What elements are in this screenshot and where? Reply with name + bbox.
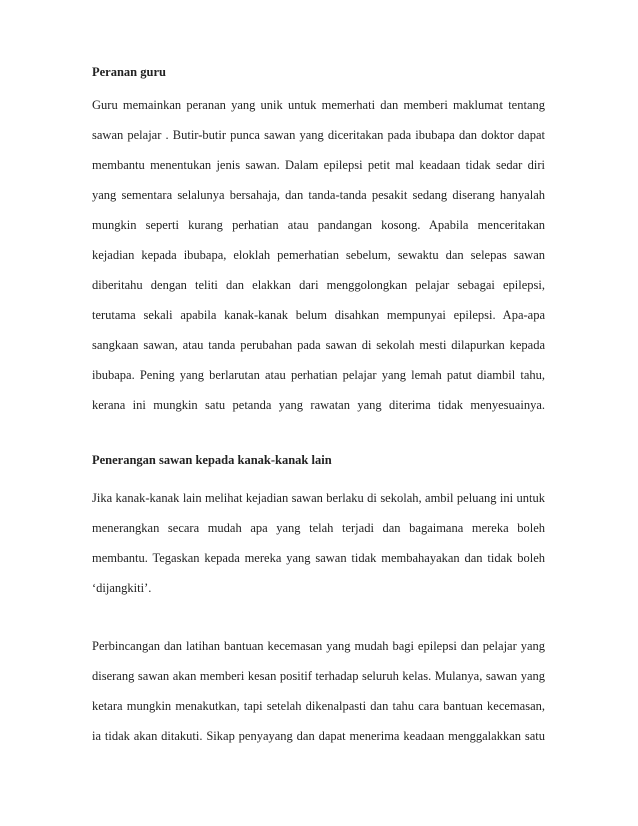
paragraph-line: ketara mungkin menakutkan, tapi setelah dikenalpasti dan tahu cara bantuan kecemasan, <box>92 699 545 713</box>
paragraph-line: mungkin seperti kurang perhatian atau pandangan kosong. Apabila menceritakan <box>92 218 545 232</box>
paragraph-line: Perbincangan dan latihan bantuan kecemasan yang mudah bagi epilepsi dan pelajar yang <box>92 639 545 653</box>
paragraph-line: sangkaan sawan, atau tanda perubahan pada sawan di sekolah mesti dilapurkan kepada <box>92 338 545 352</box>
paragraph-line: ibubapa. Pening yang berlarutan atau perhatian pelajar yang lemah patut diambil tahu, <box>92 368 545 382</box>
paragraph-line: sawan pelajar . Butir-butir punca sawan yang diceritakan pada ibubapa dan doktor dapat <box>92 128 545 142</box>
paragraph-line: terutama sekali apabila kanak-kanak belum disahkan mempunyai epilepsi. Apa-apa <box>92 308 545 322</box>
paragraph-line: diberitahu dengan teliti dan elakkan dari menggolongkan pelajar sebagai epilepsi, <box>92 278 545 292</box>
paragraph-line: yang sementara selalunya bersahaja, dan tanda-tanda pesakit sedang diserang hanyalah <box>92 188 545 202</box>
section-peranan-guru <box>92 62 545 82</box>
paragraph-line: ia tidak akan ditakuti. Sikap penyayang dan dapat menerima keadaan menggalakkan satu <box>92 729 545 743</box>
paragraph-line: menerangkan secara mudah apa yang telah terjadi dan bagaimana mereka boleh <box>92 521 545 535</box>
paragraph-line: kerana ini mungkin satu petanda yang rawatan yang diterima tidak menyesuainya. <box>92 398 545 412</box>
section-heading: Penerangan sawan kepada kanak-kanak lain <box>92 453 332 467</box>
paragraph-line: ‘dijangkiti’. <box>92 581 152 595</box>
paragraph-line: Guru memainkan peranan yang unik untuk memerhati dan memberi maklumat tentang <box>92 98 545 112</box>
paragraph-line: membantu. Tegaskan kepada mereka yang sawan tidak membahayakan dan tidak boleh <box>92 551 545 565</box>
section-penerangan-sawan <box>92 450 545 470</box>
paragraph <box>92 95 545 425</box>
section-heading: Peranan guru <box>92 65 166 79</box>
paragraph <box>92 488 545 608</box>
paragraph-line: diserang sawan akan memberi kesan positif terhadap seluruh kelas. Mulanya, sawan yang <box>92 669 545 683</box>
paragraph-line: kejadian kepada ibubapa, eloklah pemerhatian sebelum, sewaktu dan selepas sawan <box>92 248 545 262</box>
paragraph-line: membantu menentukan jenis sawan. Dalam epilepsi petit mal keadaan tidak sedar diri <box>92 158 545 172</box>
paragraph-line: Jika kanak-kanak lain melihat kejadian sawan berlaku di sekolah, ambil peluang ini untuk <box>92 491 545 505</box>
paragraph <box>92 636 545 756</box>
